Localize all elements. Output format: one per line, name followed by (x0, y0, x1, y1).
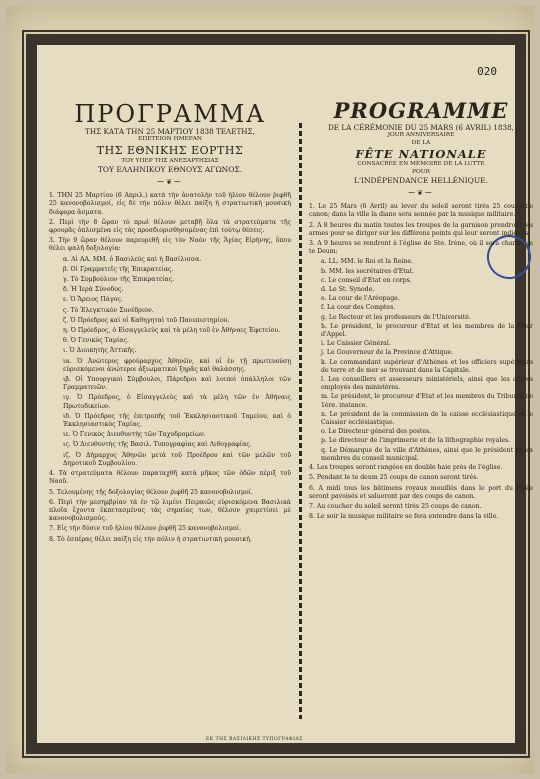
list-item: a. LL. MM. le Roi et la Reine. (321, 258, 413, 266)
list-item: η. Ὁ Πρόεδρος, ὁ Εἰσαγγελεὺς καὶ τὰ μέλη τοῦ ἐν Ἀθήναις Ἐφετείου. (63, 327, 281, 335)
list-item: n. Le président de la commission de la caisse ecclésiastique et le Caissier ecclésiastique. (321, 410, 533, 427)
list-item: α. Αἱ ΑΑ. ΜΜ. ὁ Βασιλεὺς καὶ ἡ Βασίλισσα. (63, 255, 202, 263)
document-sheet (6, 6, 534, 773)
ornament-divider: ⁓❦⁓ (157, 178, 183, 186)
greek-title: ΠΡΟΓΡΑΜΜΑ (74, 100, 266, 128)
document-number: 020 (477, 65, 497, 78)
french-paragraph-6: 6. A midi tous les bâtimens royaux mouillés dans le port du Pirée seront pavoisés et salueront par des coups de canon. (309, 484, 533, 500)
list-item: g. Le Recteur et les professeurs de l'Université. (321, 313, 471, 321)
ornamental-border (26, 34, 533, 754)
list-item: ιε. Ὁ Γενικὸς Διευθυντὴς τῶν Ταχυδρομείων. (63, 431, 206, 439)
list-item: p. Le directeur de l'imprimerie et de la lithographie royales. (321, 437, 511, 445)
greek-paragraph-4: 4. Τὰ στρατεύματα θέλουν παραταχθῆ κατὰ μῆκος τῶν ὁδῶν πέριξ τοῦ Ναοῦ. (49, 470, 291, 486)
greek-subtitle-2: ΕΠΕΤΕΙΟΝ ΗΜΕΡΑΝ (138, 136, 202, 142)
list-item: δ. Ἡ Ἱερὰ Σύνοδος. (63, 286, 124, 294)
printer-footer: ΕΚ ΤΗΣ ΒΑΣΙΛΙΚΗΣ ΤΥΠΟΓΡΑΦΙΑΣ (206, 737, 303, 742)
greek-paragraph-3: 3. Τὴν 9 ὥραν θέλουν παρευρεθῆ εἰς τὸν Ναὸν τῆς Ἁγίας Εἰρήνης, ὅπου θέλει ψαλῆ δοξολογία: (49, 237, 291, 253)
french-paragraph-3: 3. A 9 heures se rendront à l'église de Ste. Irène, où il sera chanté un te Deum: (309, 240, 533, 256)
french-title: PROGRAMME (333, 98, 509, 123)
list-item: ια. Ὁ Ἀνώτερος φρούραρχος Ἀθηνῶν, καὶ οἱ ἐν τῇ πρωτευούσῃ εὑρισκόμενοι ἀνώτεροι ἀξιωματικοὶ ξηρᾶς καὶ θαλάσσης. (63, 357, 291, 373)
greek-paragraph-1: 1. ΤΗΝ 25 Μαρτίου (6 Απριλ.) κατὰ τὴν ἀνατολὴν τοῦ ἡλίου θέλουν ῥιφθῆ 25 κανονοβολισμοί, εἰς δὲ τὴν πόλιν θέλει παίξη ἡ στρατιωτικὴ μουσικὴ διάφορα ἄσματα. (49, 192, 291, 216)
list-item: e. La cour de l'Aréopage. (321, 295, 400, 303)
french-paragraph-5: 5. Pendant le te deum 25 coups de canon seront tirés. (309, 474, 479, 482)
french-paragraph-2: 2. A 8 heures du matin toutes les troupes de la garnison prendront les armes pour se diriger sur les différens points qui leur seront indiqués. (309, 221, 533, 237)
greek-paragraph-2: 2. Περὶ τὴν 8 ὥραν τὸ πρωὶ θέλουν μεταβῆ ὅλα τὰ στρατεύματα τῆς φρουρᾶς ὁπλισμένα εἰς τὰς προσδιορισθησομένας ἐπὶ τούτῳ θέσεις. (49, 218, 291, 235)
greek-list (49, 256, 291, 468)
greek-paragraph-5: 5. Τελουμένης τῆς δοξολογίας θέλουν ῥιφθῆ 25 κανονοβολισμοί. (49, 488, 254, 496)
list-item: l. Les conseillers et assesseurs ministériels, ainsi que les autres employés des ministères. (321, 376, 533, 392)
list-item: k. Le commandant supérieur d'Athènes et les officiers supérieurs de terre et de mer se trouvant dans la Capitale. (321, 358, 533, 374)
list-item: ζ. Ὁ Πρόεδρος καὶ οἱ Καθηγηταὶ τοῦ Πανεπιστημίου. (63, 316, 230, 324)
list-item: ς. Τὸ Ἐλεγκτικὸν Συνέδριον. (63, 306, 154, 314)
ornament-divider: ⁓❦⁓ (408, 189, 434, 197)
list-item: c. Le conseil d'Etat en corps. (321, 276, 412, 284)
french-subtitle-1: DE LA CÉRÉMONIE DU 25 MARS (6 AVRIL) 1838, (328, 123, 514, 132)
list-item: ιγ. Ὁ Πρόεδρος, ὁ Εἰσαγγελεὺς καὶ τὰ μέλη τῶν ἐν Ἀθήναις Πρωτοδικείων. (63, 394, 291, 410)
greek-subtitle-5: ΤΟΥ ΕΛΛΗΝΙΚΟΥ ΕΘΝΟΥΣ ΑΓΩΝΟΣ. (97, 165, 243, 174)
list-item: ι. Ὁ Διοικητὴς Ἀττικῆς. (63, 347, 137, 355)
french-list (309, 258, 533, 463)
french-paragraph-4: 4. Les troupes seront rangées en double haie près de l'église. (309, 464, 503, 472)
french-subtitle-4: CONSACRÉE EN MÉMOIRE DE LA LUTTE (357, 161, 485, 167)
list-item: ις. Ὁ Διευθυντὴς τῆς Βασιλ. Τυπογραφίας καὶ Λιθογραφίας. (63, 441, 252, 449)
list-item: θ. Ὁ Γενικὸς Ταμίας. (63, 337, 130, 345)
french-column (309, 53, 533, 523)
greek-subtitle-1: ΤΗΣ ΚΑΤΑ ΤΗΝ 25 ΜΑΡΤΙΟΥ 1838 ΤΕΛΕΤΗΣ, (85, 127, 255, 136)
list-item: ιζ. Ὁ Δήμαρχος Ἀθηνῶν μετὰ τοῦ Προέδρου καὶ τῶν μελῶν τοῦ Δημοτικοῦ Συμβουλίου. (63, 451, 291, 467)
french-paragraph-1: 1. Le 25 Mars (6 Avril) au lever du soleil seront tirés 25 coups de canon; dans la ville la diane sera sonnée par la musique militaire. (309, 203, 533, 219)
greek-paragraph-6: 6. Περὶ τὴν μεσημβρίαν τὰ ἐν τῷ λιμένι Πειραιῶς εὑρισκόμενα Βασιλικὰ πλοῖα ἔχοντα ἐκπετασμένας τὰς σημαίας των, θέλουν χαιρετίσει μὲ κανονοβολισμούς. (49, 498, 291, 523)
list-item: b. MM. les secrétaires d'Etat. (321, 267, 414, 275)
french-paragraph-8: 8. Le soir la musique militaire se fera entendre dans la ville. (309, 513, 499, 521)
list-item: i. Le Caissier Général. (321, 340, 391, 348)
greek-subtitle-4: ΤΟΥ ΥΠΕΡ ΤΗΣ ΑΝΕΞΑΡΤΗΣΙΑΣ (121, 157, 219, 164)
list-item: q. Le Démarque de la ville d'Athènes, ainsi que le président et les membres du conseil municipal. (321, 446, 533, 462)
french-subtitle-6: L'INDÉPENDANCE HELLÉNIQUE. (353, 176, 489, 185)
french-paragraph-7: 7. Au coucher du soleil seront tirés 25 coups de canon. (309, 502, 482, 510)
list-item: ιβ. Οἱ Υπουργικοὶ Σύμβουλοι, Πάρεδροι καὶ λοιποὶ ὑπάλληλοι τῶν Γραμματειῶν. (63, 376, 291, 392)
column-divider (299, 123, 302, 719)
list-item: β. Οἱ Γραμματεῖς τῆς Ἐπικρατείας. (63, 265, 174, 273)
list-item: h. Le président, le procureur d'Etat et les membres de la Cour d'Appel. (321, 322, 533, 339)
list-item: j. Le Gouverneur de la Province d'Attique. (321, 349, 454, 357)
list-item: γ. Τὸ Συμβούλιον τῆς Ἐπικρατείας. (63, 276, 175, 284)
list-item: o. Le Directeur général des postes. (321, 428, 432, 436)
greek-column (49, 53, 291, 546)
french-subtitle-5: POUR (412, 168, 430, 175)
french-subtitle-2: JOUR ANNIVERSAIRE (387, 132, 455, 138)
list-item: m. Le président, le procureur d'Etat et les membres du Tribunal de 1ère. instance. (321, 393, 533, 409)
content-area (45, 53, 533, 735)
greek-paragraph-8: 8. Τὸ ἑσπέρας θέλει παίξη εἰς τὴν πόλιν ἡ στρατιωτικὴ μουσική. (49, 535, 252, 543)
greek-subtitle-3: ΤΗΣ ΕΘΝΙΚΗΣ ΕΟΡΤΗΣ (96, 143, 244, 157)
list-item: f. La cour des Comptes. (321, 304, 396, 312)
list-item: ιδ. Ὁ Πρόεδρος τῆς ἐπιτροπῆς τοῦ Ἐκκλησιαστικοῦ Ταμείου, καὶ ὁ Ἐκκλησιαστικὸς Ταμίας. (63, 412, 291, 429)
french-fete-nationale: FÊTE NATIONALE (355, 147, 487, 161)
list-item: ε. Ὁ Ἄρειος Πάγος. (63, 296, 123, 304)
french-subtitle-3: DE LA (411, 139, 431, 146)
greek-paragraph-7: 7. Εἰς τὴν δύσιν τοῦ ἡλίου θέλουν ῥιφθῆ 25 κανονοβολισμοί. (49, 525, 242, 533)
list-item: d. Le St. Synode. (321, 286, 375, 294)
